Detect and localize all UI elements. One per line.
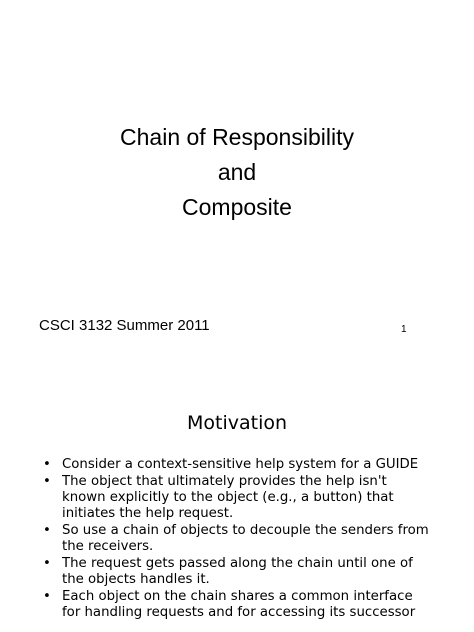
bullet-item: • Each object on the chain shares a common interface for handling requests and for accessing its successor xyxy=(0,589,474,621)
course-label: CSCI 3132 Summer 2011 xyxy=(39,317,210,334)
title-line: Chain of Responsibility xyxy=(120,124,354,150)
bullet-item: • The request gets passed along the chain until one of the objects handles it. xyxy=(0,556,474,588)
slide-heading: Motivation xyxy=(186,412,288,434)
bullet-item: • The object that ultimately provides the help isn't known explicitly to the object (e.g., a button) that initiates the help request. xyxy=(0,474,474,522)
title-line: Composite xyxy=(182,194,292,220)
slide-title xyxy=(0,120,474,225)
bullet-item: • So use a chain of objects to decouple the senders from the receivers. xyxy=(0,523,474,555)
bullet-item: • Consider a context-sensitive help system for a GUIDE xyxy=(0,457,474,473)
motivation-slide xyxy=(0,356,474,632)
title-line: and xyxy=(217,159,257,185)
slide-number: 1 xyxy=(401,324,407,335)
bullet-list xyxy=(0,457,474,622)
